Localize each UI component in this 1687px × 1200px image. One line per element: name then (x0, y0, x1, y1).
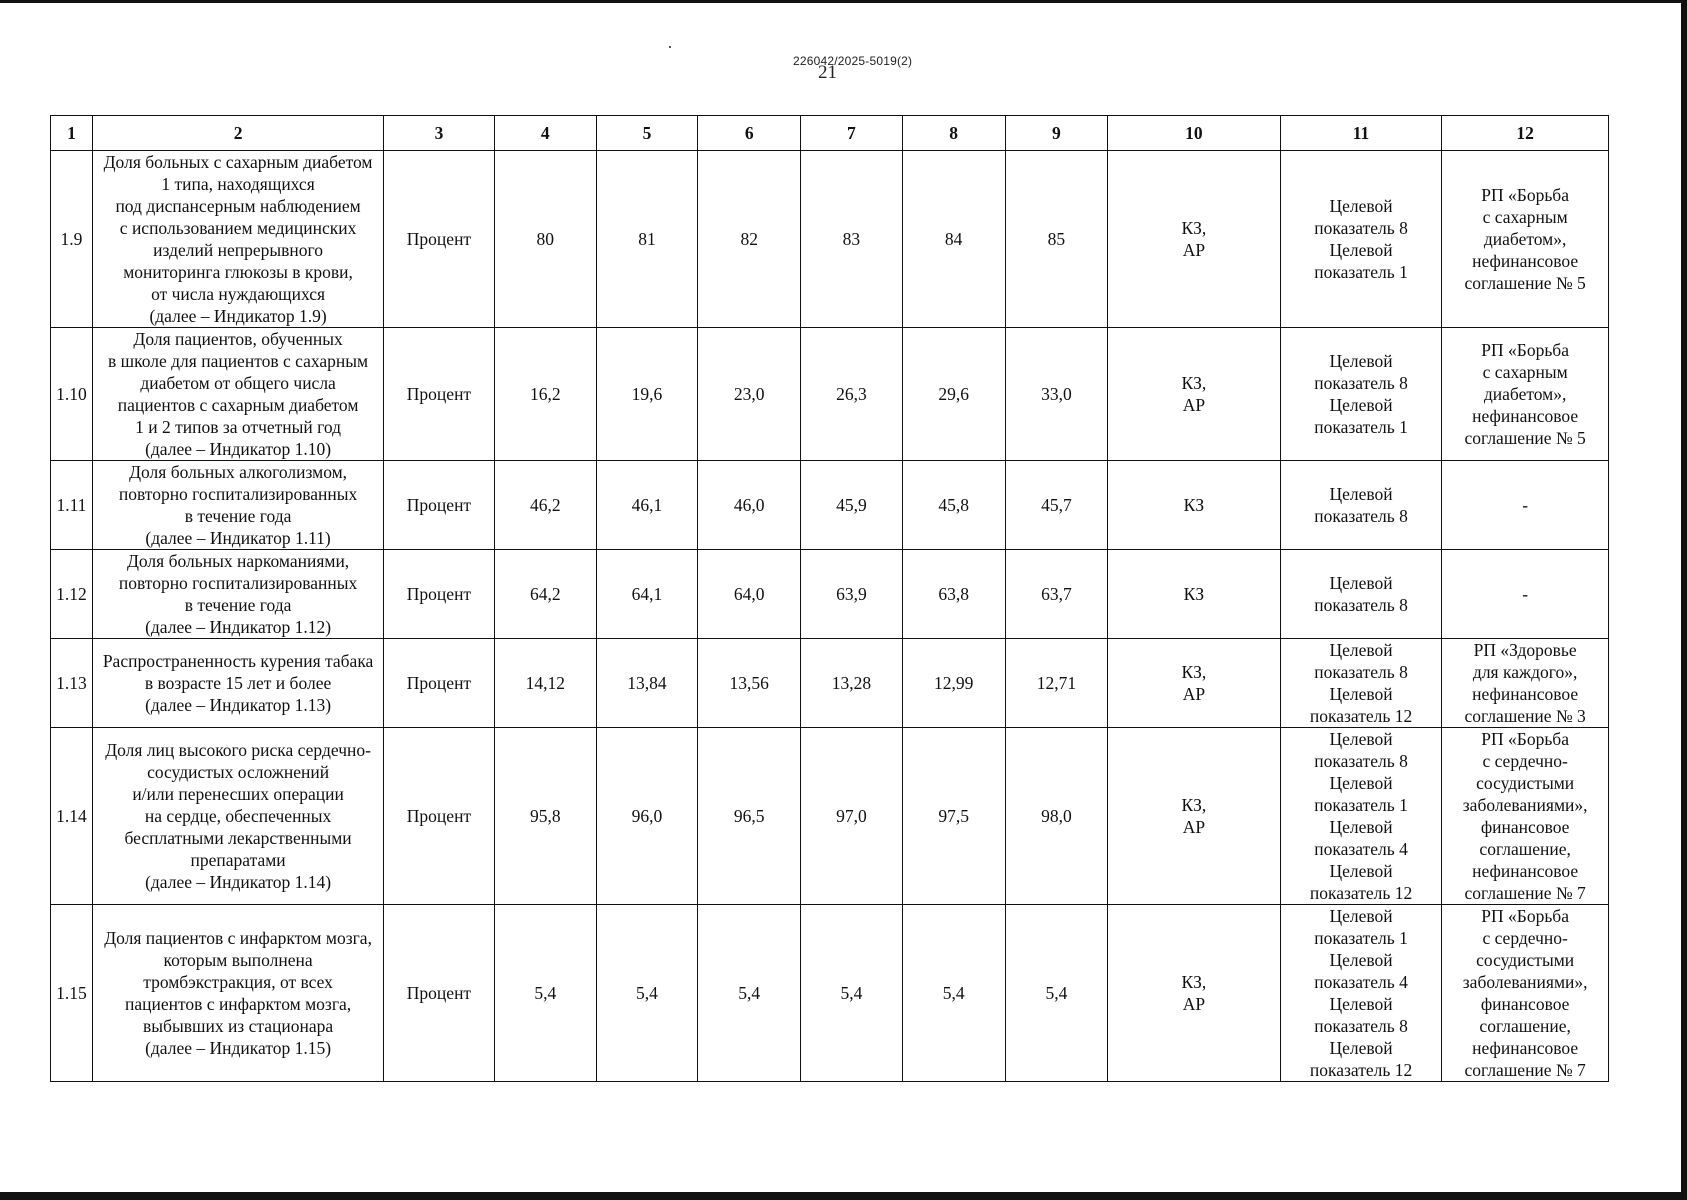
column-header-9: 9 (1005, 116, 1107, 151)
indicator-name: Доля лиц высокого риска сердечно- сосудистых осложнений и/или перенесших операции на сердце, обеспеченных бесплатными лекарственными препаратами (далее – Индикатор 1.14) (92, 728, 383, 905)
unit-cell: Процент (384, 151, 494, 328)
scan-speck (669, 46, 671, 48)
regional-project-cell: РП «Борьба с сердечно- сосудистыми заболеваниями», финансовое соглашение, нефинансовое соглашение № 7 (1442, 728, 1609, 905)
value-cell-col-7: 5,4 (801, 905, 902, 1082)
value-cell-col-4: 64,2 (494, 550, 596, 639)
indicator-number: 1.14 (51, 728, 93, 905)
indicators-table (50, 115, 1609, 1082)
unit-cell: Процент (384, 328, 494, 461)
indicator-number: 1.13 (51, 639, 93, 728)
value-cell-col-5: 13,84 (596, 639, 697, 728)
indicator-name: Доля больных алкоголизмом, повторно госпитализированных в течение года (далее – Индикатор 1.11) (92, 461, 383, 550)
value-cell-col-6: 82 (698, 151, 801, 328)
value-cell-col-9: 85 (1005, 151, 1107, 328)
table-row (51, 328, 1609, 461)
column-header-7: 7 (801, 116, 902, 151)
responsible-cell: КЗ, АР (1108, 905, 1281, 1082)
unit-cell: Процент (384, 728, 494, 905)
value-cell-col-4: 95,8 (494, 728, 596, 905)
indicator-number: 1.9 (51, 151, 93, 328)
responsible-cell: КЗ (1108, 461, 1281, 550)
regional-project-cell: РП «Борьба с сахарным диабетом», нефинансовое соглашение № 5 (1442, 328, 1609, 461)
indicator-number: 1.12 (51, 550, 93, 639)
responsible-cell: КЗ, АР (1108, 328, 1281, 461)
value-cell-col-7: 13,28 (801, 639, 902, 728)
column-header-5: 5 (596, 116, 697, 151)
regional-project-cell: - (1442, 461, 1609, 550)
target-indicators-cell: Целевой показатель 8 (1280, 550, 1442, 639)
table-row (51, 151, 1609, 328)
column-header-10: 10 (1108, 116, 1281, 151)
indicator-number: 1.15 (51, 905, 93, 1082)
target-indicators-cell: Целевой показатель 8 Целевой показатель 1 (1280, 151, 1442, 328)
unit-cell: Процент (384, 905, 494, 1082)
value-cell-col-9: 12,71 (1005, 639, 1107, 728)
unit-cell: Процент (384, 550, 494, 639)
value-cell-col-4: 14,12 (494, 639, 596, 728)
value-cell-col-5: 64,1 (596, 550, 697, 639)
value-cell-col-7: 45,9 (801, 461, 902, 550)
column-header-12: 12 (1442, 116, 1609, 151)
table-row (51, 550, 1609, 639)
indicator-name: Доля пациентов с инфарктом мозга, которым выполнена тромбэкстракция, от всех пациентов с инфарктом мозга, выбывших из стационара (далее – Индикатор 1.15) (92, 905, 383, 1082)
regional-project-cell: РП «Борьба с сахарным диабетом», нефинансовое соглашение № 5 (1442, 151, 1609, 328)
column-header-11: 11 (1280, 116, 1442, 151)
target-indicators-cell: Целевой показатель 8 (1280, 461, 1442, 550)
value-cell-col-9: 63,7 (1005, 550, 1107, 639)
responsible-cell: КЗ, АР (1108, 151, 1281, 328)
value-cell-col-7: 83 (801, 151, 902, 328)
column-header-4: 4 (494, 116, 596, 151)
page-number: 21 (818, 62, 837, 83)
value-cell-col-7: 26,3 (801, 328, 902, 461)
value-cell-col-4: 46,2 (494, 461, 596, 550)
value-cell-col-6: 96,5 (698, 728, 801, 905)
table-header-row (51, 116, 1609, 151)
table-row (51, 728, 1609, 905)
value-cell-col-6: 13,56 (698, 639, 801, 728)
value-cell-col-5: 5,4 (596, 905, 697, 1082)
value-cell-col-8: 5,4 (902, 905, 1005, 1082)
scan-top-edge (0, 0, 1687, 3)
indicator-name: Доля больных с сахарным диабетом 1 типа, находящихся под диспансерным наблюдением с использованием медицинских изделий непрерывного мониторинга глюкозы в крови, от числа нуждающихся (далее – Индикатор 1.9) (92, 151, 383, 328)
value-cell-col-5: 19,6 (596, 328, 697, 461)
column-header-1: 1 (51, 116, 93, 151)
target-indicators-cell: Целевой показатель 8 Целевой показатель 1 Целевой показатель 4 Целевой показатель 12 (1280, 728, 1442, 905)
regional-project-cell: РП «Здоровье для каждого», нефинансовое соглашение № 3 (1442, 639, 1609, 728)
value-cell-col-6: 46,0 (698, 461, 801, 550)
value-cell-col-9: 33,0 (1005, 328, 1107, 461)
column-header-2: 2 (92, 116, 383, 151)
value-cell-col-8: 45,8 (902, 461, 1005, 550)
value-cell-col-7: 97,0 (801, 728, 902, 905)
regional-project-cell: РП «Борьба с сердечно- сосудистыми заболеваниями», финансовое соглашение, нефинансовое соглашение № 7 (1442, 905, 1609, 1082)
table-body (51, 151, 1609, 1082)
indicator-name: Распространенность курения табака в возрасте 15 лет и более (далее – Индикатор 1.13) (92, 639, 383, 728)
value-cell-col-9: 45,7 (1005, 461, 1107, 550)
target-indicators-cell: Целевой показатель 1 Целевой показатель 4 Целевой показатель 8 Целевой показатель 12 (1280, 905, 1442, 1082)
regional-project-cell: - (1442, 550, 1609, 639)
value-cell-col-4: 80 (494, 151, 596, 328)
value-cell-col-7: 63,9 (801, 550, 902, 639)
document-registration-number: 226042/2025-5019(2) (793, 54, 913, 68)
value-cell-col-6: 64,0 (698, 550, 801, 639)
unit-cell: Процент (384, 461, 494, 550)
table-row (51, 639, 1609, 728)
responsible-cell: КЗ, АР (1108, 639, 1281, 728)
value-cell-col-5: 46,1 (596, 461, 697, 550)
indicator-number: 1.11 (51, 461, 93, 550)
table-row (51, 461, 1609, 550)
value-cell-col-5: 96,0 (596, 728, 697, 905)
responsible-cell: КЗ (1108, 550, 1281, 639)
column-header-6: 6 (698, 116, 801, 151)
value-cell-col-6: 5,4 (698, 905, 801, 1082)
table-row (51, 905, 1609, 1082)
target-indicators-cell: Целевой показатель 8 Целевой показатель 1 (1280, 328, 1442, 461)
value-cell-col-5: 81 (596, 151, 697, 328)
column-header-3: 3 (384, 116, 494, 151)
indicator-number: 1.10 (51, 328, 93, 461)
unit-cell: Процент (384, 639, 494, 728)
target-indicators-cell: Целевой показатель 8 Целевой показатель 12 (1280, 639, 1442, 728)
value-cell-col-8: 29,6 (902, 328, 1005, 461)
value-cell-col-8: 63,8 (902, 550, 1005, 639)
value-cell-col-9: 5,4 (1005, 905, 1107, 1082)
value-cell-col-6: 23,0 (698, 328, 801, 461)
value-cell-col-8: 12,99 (902, 639, 1005, 728)
scan-bottom-edge (0, 1192, 1687, 1200)
value-cell-col-4: 5,4 (494, 905, 596, 1082)
indicator-name: Доля больных наркоманиями, повторно госпитализированных в течение года (далее – Индикатор 1.12) (92, 550, 383, 639)
column-header-8: 8 (902, 116, 1005, 151)
indicator-name: Доля пациентов, обученных в школе для пациентов с сахарным диабетом от общего числа пациентов с сахарным диабетом 1 и 2 типов за отчетный год (далее – Индикатор 1.10) (92, 328, 383, 461)
value-cell-col-8: 97,5 (902, 728, 1005, 905)
value-cell-col-9: 98,0 (1005, 728, 1107, 905)
responsible-cell: КЗ, АР (1108, 728, 1281, 905)
scan-right-edge (1681, 0, 1687, 1200)
value-cell-col-8: 84 (902, 151, 1005, 328)
value-cell-col-4: 16,2 (494, 328, 596, 461)
